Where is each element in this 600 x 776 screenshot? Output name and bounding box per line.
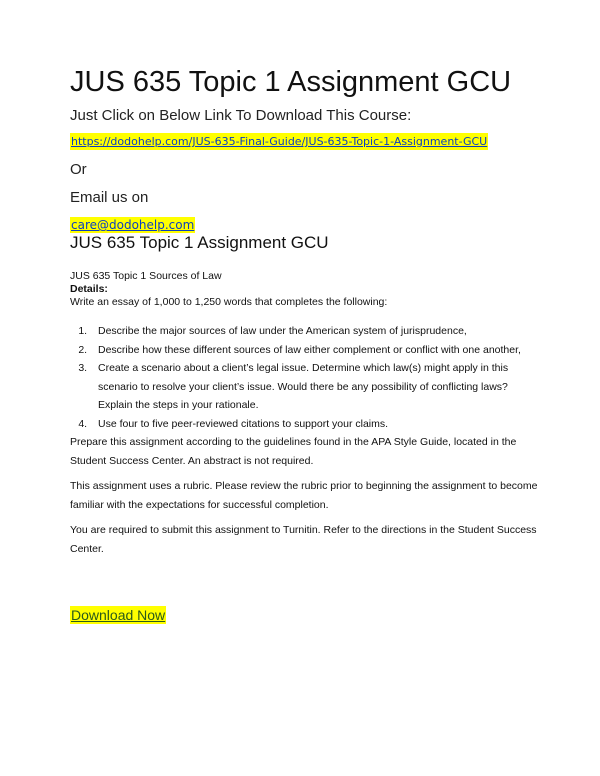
download-now-link[interactable]: Download Now: [71, 607, 166, 623]
or-text: Or: [70, 161, 87, 178]
assignment-heading: JUS 635 Topic 1 Sources of Law: [70, 270, 222, 282]
details-label: Details:: [70, 283, 108, 295]
list-item: 3. Create a scenario about a client’s legal issue. Determine which law(s) might apply in this scenario to resolve your client’s issue. Would there be any possibility of conflicting laws? Explain the steps in your rationale.: [90, 359, 540, 415]
email-label: Email us on: [70, 189, 149, 206]
assignment-body: [70, 270, 540, 558]
download-intro-text: Just Click on Below Link To Download This Course:: [70, 107, 412, 124]
assignment-instruction: Write an essay of 1,000 to 1,250 words that completes the following:: [70, 296, 388, 308]
rubric-paragraph: This assignment uses a rubric. Please review the rubric prior to beginning the assignment to become familiar with the expectations for successful completion.: [70, 480, 538, 511]
turnitin-paragraph: You are required to submit this assignment to Turnitin. Refer to the directions in the Student Success Center.: [70, 524, 537, 555]
email-link[interactable]: care@dodohelp.com: [71, 218, 195, 232]
list-item: 2. Describe how these different sources of law either complement or conflict with one another,: [90, 341, 540, 360]
list-item: 4. Use four to five peer-reviewed citations to support your claims.: [90, 415, 540, 434]
section-title: JUS 635 Topic 1 Assignment GCU: [70, 233, 329, 252]
task-list: [70, 322, 540, 433]
course-link[interactable]: https://dodohelp.com/JUS-635-Final-Guide/JUS-635-Topic-1-Assignment-GCU: [71, 135, 488, 148]
list-item: 1. Describe the major sources of law under the American system of jurisprudence,: [90, 322, 540, 341]
apa-paragraph: Prepare this assignment according to the guidelines found in the APA Style Guide, located in the Student Success Center. An abstract is not required.: [70, 436, 517, 467]
page-title: JUS 635 Topic 1 Assignment GCU: [70, 66, 512, 98]
